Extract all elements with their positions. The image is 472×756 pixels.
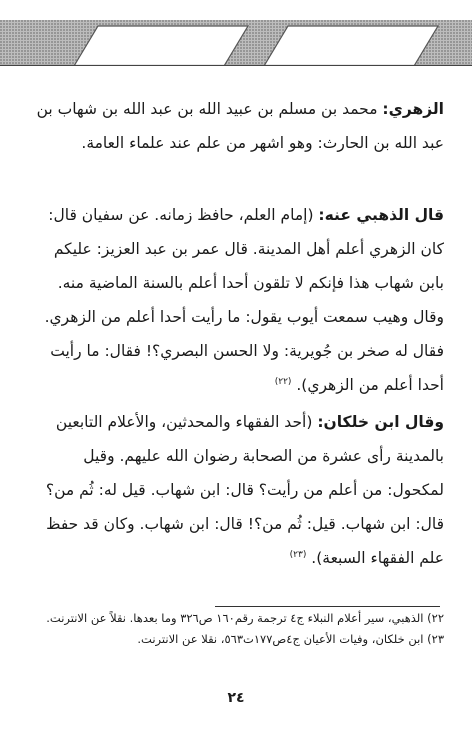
paragraph-text: محمد بن مسلم بن عبيد الله بن عبد الله بن شهاب بن عبد الله بن الحارث: وهو اشهر من علم عند علماء العامة.	[36, 100, 444, 152]
footnote-ref: (٢٢)	[274, 376, 292, 387]
paragraph-heading: الزهري:	[382, 100, 444, 118]
footnote: ٢٣) ابن خلكان، وفيات الأعيان ج٤ص١٧٧ت٥٦٣، نقلا عن الانترنت.	[137, 632, 444, 646]
paragraph-heading: قال الذهبي عنه:	[318, 206, 444, 224]
paragraph-text: (إمام العلم، حافظ زمانه. عن سفيان قال: كان الزهري أعلم أهل المدينة. قال عمر بن عبد العزيز: عليكم بابن شهاب هذا فإنكم لا تلقون أحدا أعلم بالسنة الماضية منه. وقال وهيب سمعت أيوب يقول: ما رأيت أحدا أعلم من الزهري. فقال له صخر بن جُويرية: ولا الحسن البصري؟! فقال: ما رأيت أحدا أعلم من الزهري).	[44, 206, 444, 394]
paragraph-heading: وقال ابن خلكان:	[317, 413, 444, 431]
paragraph-dhahabi	[30, 198, 444, 402]
header-ornament	[0, 20, 472, 66]
paragraph-ibn-khallikan	[30, 405, 444, 575]
page-number: ٢٤	[227, 690, 245, 706]
footnotes	[30, 608, 444, 650]
footnote-divider	[215, 606, 440, 607]
paragraph-zuhri	[30, 92, 444, 160]
paragraph-text: (أحد الفقهاء والمحدثين، والأعلام التابعين بالمدينة رأى عشرة من الصحابة رضوان الله عليهم. وقيل لمكحول: من أعلم من رأيت؟ قال: ابن شهاب. قيل له: ثُم من؟ قال: ابن شهاب. قيل: ثُم من؟! قال: ابن شهاب. وكان قد حفظ علم الفقهاء السبعة).	[45, 413, 444, 567]
footnote-ref: (٢٣)	[289, 549, 307, 560]
footnote: ٢٢) الذهبي، سير أعلام النبلاء ج٤ ترجمة رقم١٦٠ ص٣٢٦ وما بعدها. نقلاً عن الانترنت.	[46, 611, 444, 625]
